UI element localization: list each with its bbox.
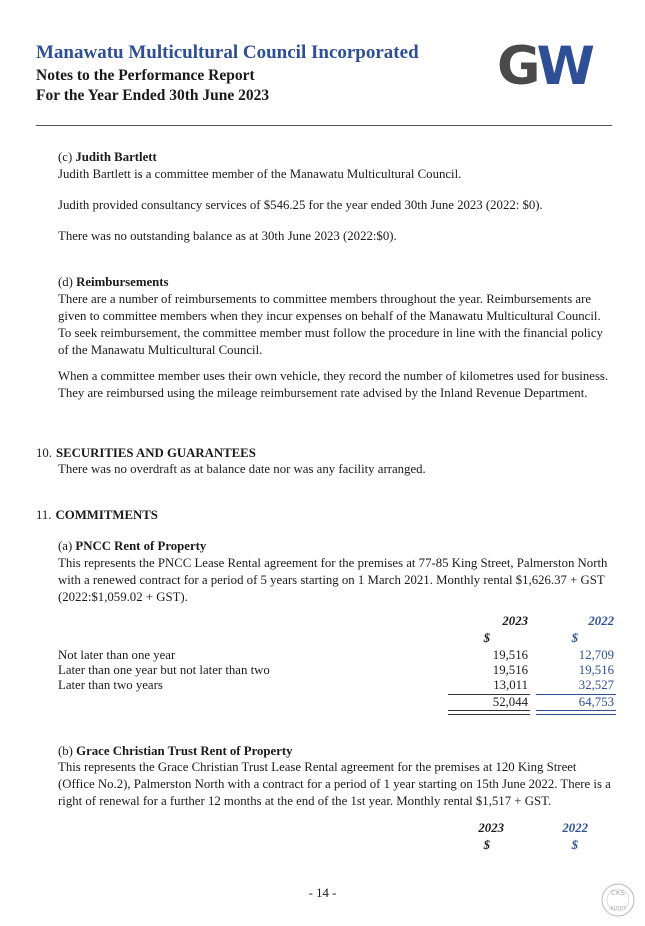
page-header xyxy=(36,40,419,106)
note-10-heading xyxy=(36,445,256,462)
stamp-text-top: CKS xyxy=(611,889,625,897)
section-c-paragraph-3: There was no outstanding balance as at 30th June 2023 (2022:$0). xyxy=(58,229,397,243)
note-11-number: 11. xyxy=(36,508,52,522)
table-a-total-2022: 64,753 xyxy=(578,695,614,709)
section-d-paragraph-2: When a committee member uses their own vehicle, they record the number of kilometres used for business. They are reimbursed using the mileage reimbursement rate advised by the Inland Revenue Department. xyxy=(58,369,609,400)
section-d-title: Reimbursements xyxy=(76,275,169,289)
section-d-heading xyxy=(58,274,614,291)
section-c-heading xyxy=(58,149,614,166)
section-d-paragraph-1: There are a number of reimbursements to committee members throughout the year. Reimbursements are given to committee members when they incur expenses on behalf of the Manawatu Multicultural Council. To seek reimbursement, the committee member must follow the procedure in line with the financial policy of the Manawatu Multicultural Council. xyxy=(58,292,603,357)
table-a-currency-2023: $ xyxy=(483,631,490,645)
commitment-b-text: This represents the Grace Christian Trust Lease Rental agreement for the premises at 120 King Street (Office No.2), Palmerston North with a contract for a period of 1 year starting on 15th June 2022. There is a right of renewal for a further 12 months at the end of the 1st year. Monthly rental $1,517 + GST. xyxy=(58,760,611,808)
table-row-value-2023: 19,516 xyxy=(492,663,528,677)
report-period: For the Year Ended 30th June 2023 xyxy=(36,87,270,104)
table-a-header-2023: 2023 xyxy=(502,614,528,628)
gw-logo xyxy=(497,38,591,96)
table-row-label: Not later than one year xyxy=(58,648,176,662)
note-10-text: There was no overdraft as at balance date nor was any facility arranged. xyxy=(58,462,426,476)
page-number: - 14 - xyxy=(308,886,337,900)
commitment-a-text: This represents the PNCC Lease Rental agreement for the premises at 77-85 King Street, Palmerston North with a renewed contract for a period of 5 years starting on 1 March 2021. Monthly rental $1,626.37 + GST (2022:$1,059.02 + GST). xyxy=(58,556,608,604)
section-c-paragraph-2: Judith provided consultancy services of $546.25 for the year ended 30th June 2023 (2022: $0). xyxy=(58,198,543,212)
table-row-value-2023: 19,516 xyxy=(492,648,528,662)
table-a-header-2022: 2022 xyxy=(588,614,614,628)
total-double-rule-2022 xyxy=(536,710,616,715)
table-row-value-2022: 32,527 xyxy=(578,678,614,692)
section-c-prefix: (c) xyxy=(58,150,73,164)
table-row-label: Later than one year but not later than two xyxy=(58,663,270,677)
note-10-title: SECURITIES AND GUARANTEES xyxy=(56,446,256,460)
commitment-b-title: Grace Christian Trust Rent of Property xyxy=(76,744,293,758)
audit-stamp-icon xyxy=(600,882,636,918)
commitment-b-prefix: (b) xyxy=(58,744,73,758)
note-11-title: COMMITMENTS xyxy=(55,508,158,522)
section-c-paragraph-1: Judith Bartlett is a committee member of the Manawatu Multicultural Council. xyxy=(58,167,462,181)
total-double-rule-2023 xyxy=(448,710,530,715)
commitment-a-prefix: (a) xyxy=(58,539,73,553)
logo-letter-g: G xyxy=(497,36,537,97)
commitment-b-heading xyxy=(58,743,614,760)
note-11-heading xyxy=(36,507,158,524)
header-divider xyxy=(36,125,612,126)
organisation-name: Manawatu Multicultural Council Incorporated xyxy=(36,42,419,63)
table-b-header-2022: 2022 xyxy=(562,821,588,835)
commitment-a-title: PNCC Rent of Property xyxy=(75,539,207,553)
logo-letter-w: W xyxy=(536,36,591,97)
table-b-header-2023: 2023 xyxy=(478,821,504,835)
table-a-currency-2022: $ xyxy=(571,631,578,645)
table-row-label: Later than two years xyxy=(58,678,163,692)
section-d-prefix: (d) xyxy=(58,275,73,289)
table-b-currency-2022: $ xyxy=(571,838,578,852)
table-b-currency-2023: $ xyxy=(483,838,490,852)
report-subtitle: Notes to the Performance Report xyxy=(36,67,255,84)
table-a-total-2023: 52,044 xyxy=(492,695,528,709)
table-row-value-2023: 13,011 xyxy=(493,678,528,692)
table-row-value-2022: 12,709 xyxy=(578,648,614,662)
section-c-title: Judith Bartlett xyxy=(75,150,157,164)
note-10-number: 10. xyxy=(36,446,52,460)
stamp-text-bottom: AUDIT xyxy=(610,906,626,912)
table-row-value-2022: 19,516 xyxy=(578,663,614,677)
commitment-a-heading xyxy=(58,538,614,555)
